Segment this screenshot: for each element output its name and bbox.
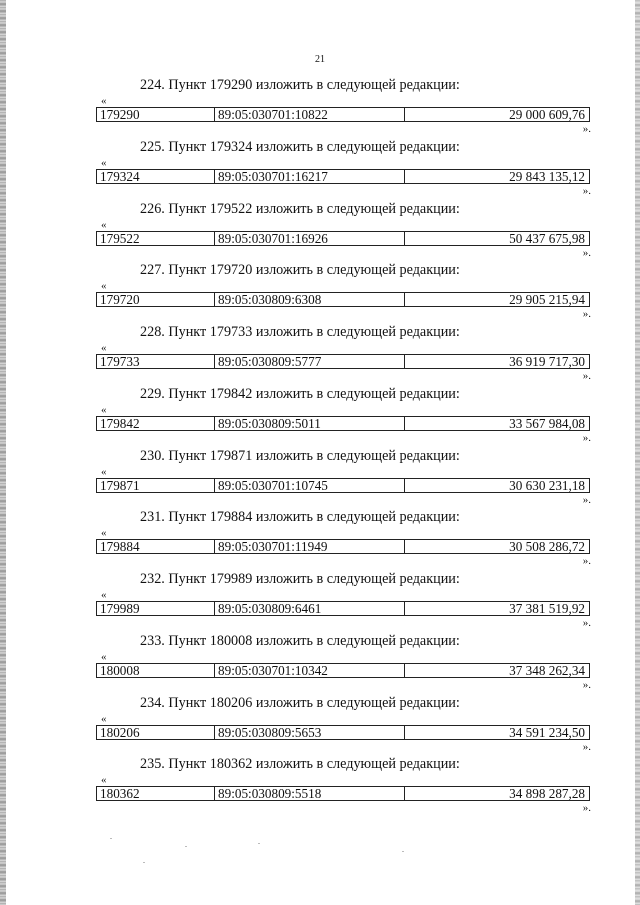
value-cell: 30 508 286,72 — [509, 540, 585, 554]
value-cell: 34 591 234,50 — [509, 725, 585, 739]
entry-table-row — [96, 107, 590, 122]
clause — [96, 139, 590, 201]
item-number-cell: 179720 — [97, 293, 215, 306]
clause — [96, 262, 590, 324]
clause-heading: 230. Пункт 179871 изложить в следующей редакции: — [140, 447, 460, 464]
item-number-cell: 180206 — [97, 726, 215, 739]
clause — [96, 324, 590, 386]
clause-heading: 233. Пункт 180008 изложить в следующей редакции: — [140, 632, 460, 649]
opening-quote: « — [101, 712, 107, 725]
clause-heading: 229. Пункт 179842 изложить в следующей редакции: — [140, 385, 460, 402]
clause-heading: 226. Пункт 179522 изложить в следующей редакции: — [140, 200, 460, 217]
clause-heading: 234. Пункт 180206 изложить в следующей редакции: — [140, 694, 460, 711]
clause — [96, 633, 590, 695]
entry-table-row — [96, 354, 590, 369]
cadastral-number-cell: 89:05:030809:5653 — [215, 726, 405, 739]
clause-heading: 235. Пункт 180362 изложить в следующей редакции: — [140, 756, 460, 773]
scan-speck — [258, 843, 260, 844]
clause — [96, 509, 590, 571]
value-cell: 37 381 519,92 — [509, 602, 585, 615]
clause-heading: 225. Пункт 179324 изложить в следующей редакции: — [140, 138, 460, 155]
item-number-cell: 179733 — [97, 355, 215, 368]
cadastral-number-cell: 89:05:030809:6461 — [215, 602, 405, 615]
clause — [96, 448, 590, 510]
closing-quote: ». — [582, 802, 591, 815]
cadastral-number-cell: 89:05:030701:10822 — [215, 108, 405, 121]
opening-quote: « — [101, 403, 107, 416]
clause-heading: 224. Пункт 179290 изложить в следующей редакции: — [140, 77, 460, 93]
scan-speck — [185, 846, 187, 847]
opening-quote: « — [101, 650, 107, 663]
scan-speck — [110, 838, 112, 839]
value-cell: 50 437 675,98 — [509, 231, 585, 245]
closing-quote: ». — [582, 617, 591, 629]
opening-quote: « — [101, 527, 107, 540]
cadastral-number-cell: 89:05:030809:5011 — [215, 417, 405, 430]
item-number-cell: 179522 — [97, 232, 215, 245]
clause-heading: 231. Пункт 179884 изложить в следующей редакции: — [140, 509, 460, 526]
opening-quote: « — [101, 342, 107, 354]
clause — [96, 77, 590, 139]
entry-table-row — [96, 231, 590, 246]
closing-quote: ». — [582, 555, 591, 568]
closing-quote: ». — [582, 308, 591, 321]
entry-table-row — [96, 539, 590, 554]
value-cell: 29 000 609,76 — [509, 108, 585, 121]
item-number-cell: 180008 — [97, 664, 215, 677]
item-number-cell: 179884 — [97, 540, 215, 553]
cadastral-number-cell: 89:05:030809:5777 — [215, 355, 405, 368]
closing-quote: ». — [582, 246, 591, 259]
item-number-cell: 179290 — [97, 108, 215, 121]
entry-table-row — [96, 786, 590, 801]
closing-quote: ». — [582, 123, 591, 135]
item-number-cell: 179842 — [97, 417, 215, 430]
clause-heading: 232. Пункт 179989 изложить в следующей редакции: — [140, 571, 460, 587]
clause-heading: 228. Пункт 179733 изложить в следующей редакции: — [140, 324, 460, 340]
value-cell: 36 919 717,30 — [509, 355, 585, 368]
cadastral-number-cell: 89:05:030701:10745 — [215, 479, 405, 492]
value-cell: 33 567 984,08 — [509, 416, 585, 430]
value-cell: 29 905 215,94 — [509, 293, 585, 307]
clause — [96, 571, 590, 633]
scan-speck — [143, 862, 145, 863]
closing-quote: ». — [582, 184, 591, 197]
clause — [96, 695, 590, 757]
scan-edge-right — [635, 0, 640, 905]
opening-quote: « — [101, 95, 107, 107]
scan-edge-left — [0, 0, 6, 905]
item-number-cell: 179989 — [97, 602, 215, 615]
item-number-cell: 179871 — [97, 479, 215, 492]
item-number-cell: 180362 — [97, 787, 215, 800]
closing-quote: ». — [582, 740, 591, 753]
opening-quote: « — [101, 589, 107, 601]
clause — [96, 386, 590, 448]
document-body — [96, 77, 590, 818]
opening-quote: « — [101, 465, 107, 478]
clause-heading: 227. Пункт 179720 изложить в следующей редакции: — [140, 262, 460, 279]
item-number-cell: 179324 — [97, 170, 215, 183]
closing-quote: ». — [582, 431, 591, 444]
value-cell: 30 630 231,18 — [509, 478, 585, 492]
value-cell: 29 843 135,12 — [509, 169, 585, 183]
opening-quote: « — [101, 156, 107, 169]
cadastral-number-cell: 89:05:030809:5518 — [215, 787, 405, 800]
entry-table-row — [96, 169, 590, 184]
entry-table-row — [96, 478, 590, 493]
closing-quote: ». — [582, 678, 591, 691]
page-number: 21 — [315, 54, 325, 65]
cadastral-number-cell: 89:05:030701:16926 — [215, 232, 405, 245]
cadastral-number-cell: 89:05:030701:11949 — [215, 540, 405, 553]
clause — [96, 756, 590, 818]
cadastral-number-cell: 89:05:030809:6308 — [215, 293, 405, 306]
cadastral-number-cell: 89:05:030701:10342 — [215, 664, 405, 677]
opening-quote: « — [101, 280, 107, 293]
entry-table-row — [96, 725, 590, 740]
value-cell: 34 898 287,28 — [509, 787, 585, 801]
entry-table-row — [96, 601, 590, 616]
entry-table-row — [96, 292, 590, 307]
entry-table-row — [96, 663, 590, 678]
closing-quote: ». — [582, 493, 591, 506]
scan-speck — [402, 851, 404, 852]
closing-quote: ». — [582, 370, 591, 382]
clause — [96, 201, 590, 263]
opening-quote: « — [101, 218, 107, 231]
value-cell: 37 348 262,34 — [509, 663, 585, 677]
opening-quote: « — [101, 774, 107, 787]
cadastral-number-cell: 89:05:030701:16217 — [215, 170, 405, 183]
entry-table-row — [96, 416, 590, 431]
